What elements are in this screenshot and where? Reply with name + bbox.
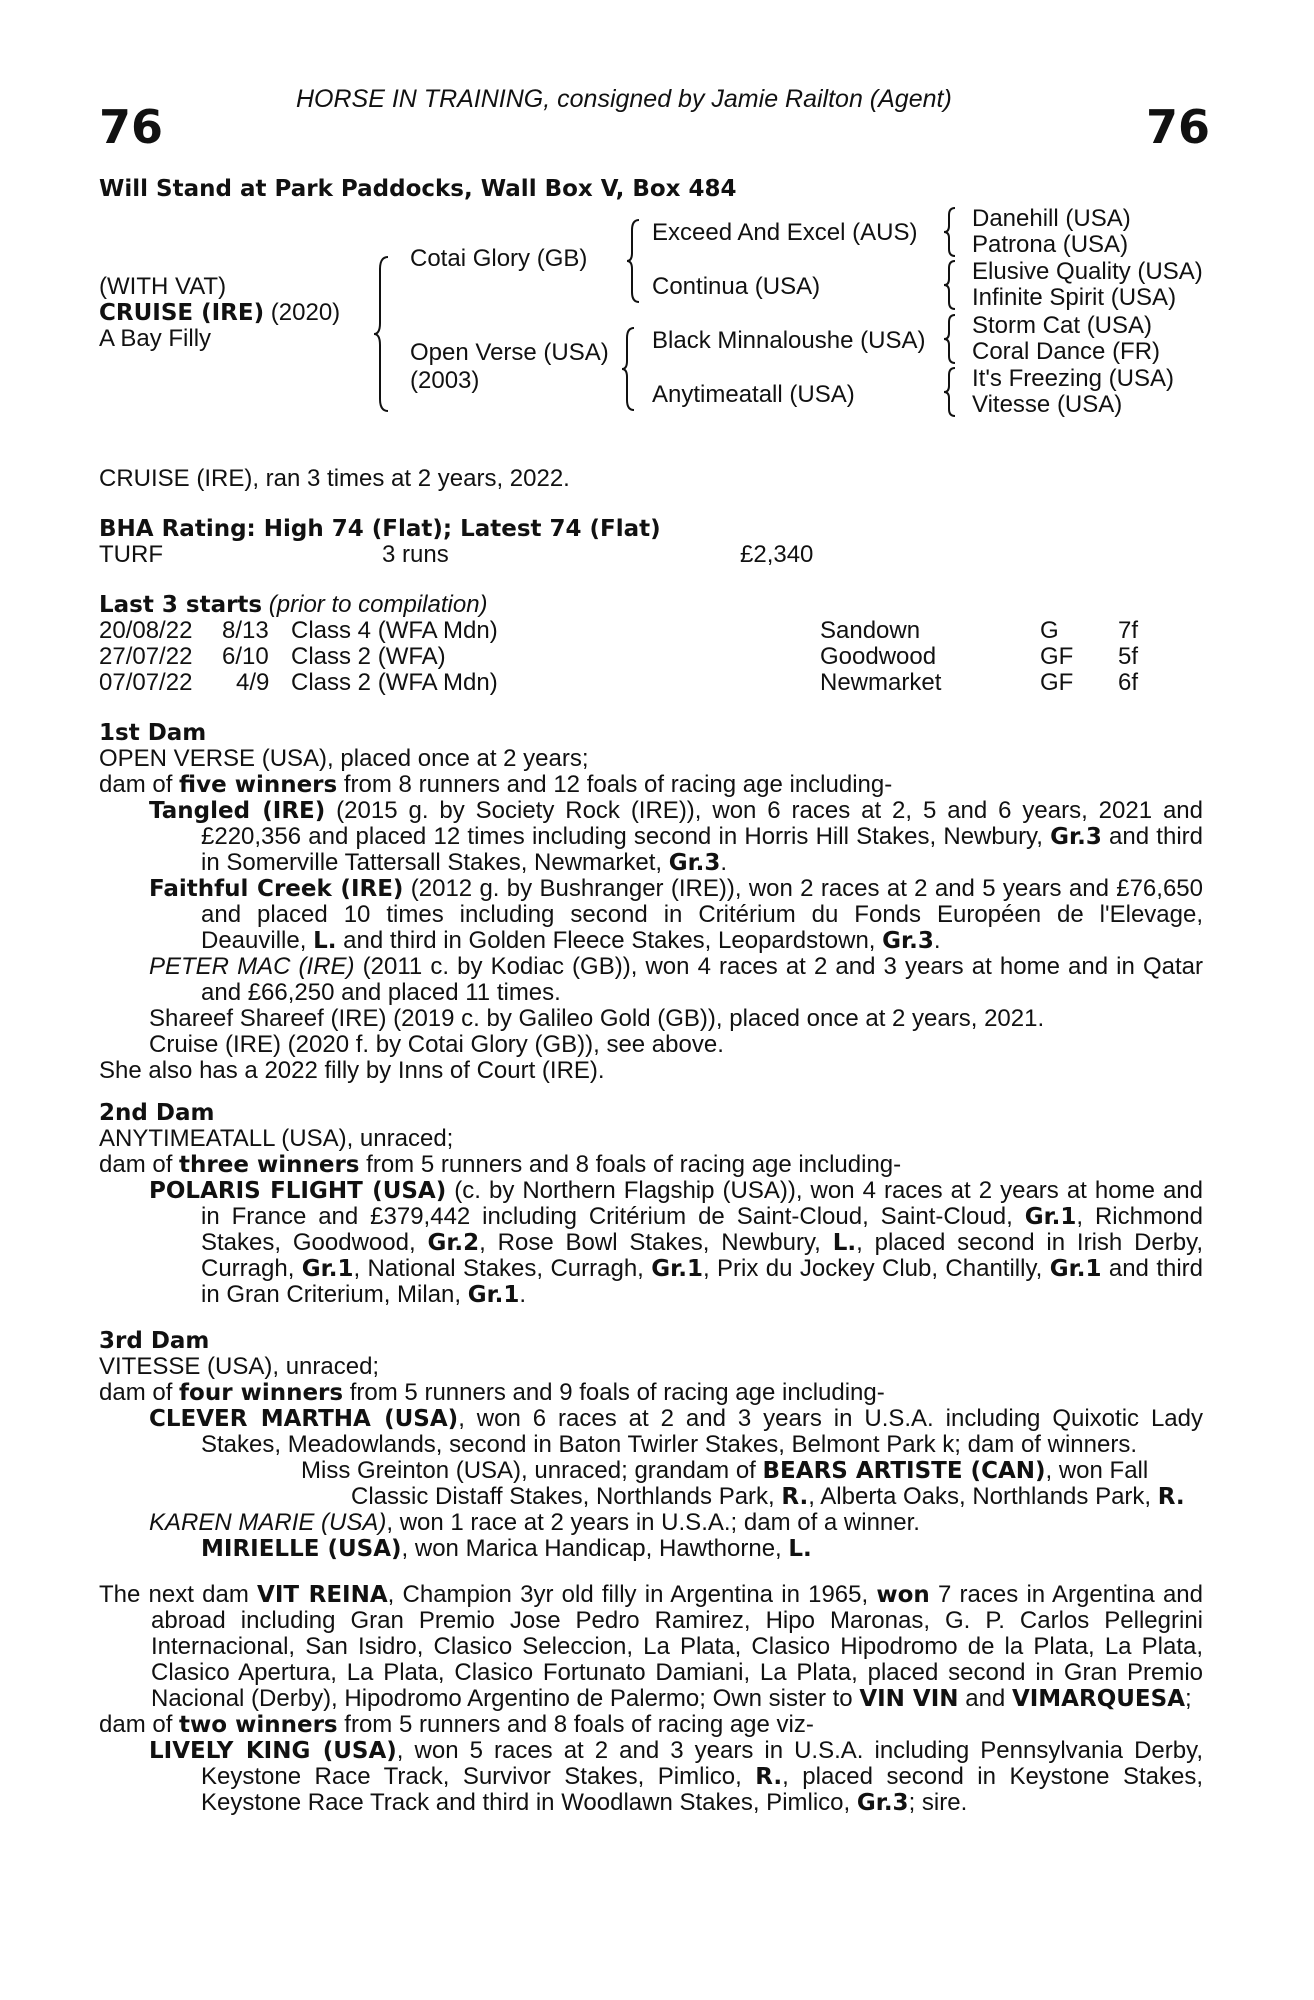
text-run: , won 1 race at 2 years in U.S.A.; dam of a winner. xyxy=(386,1509,920,1536)
text-run: (2011 c. by Kodiac (GB)), won 4 races at 2 and 3 years at home and in Qatar and £66,250 and placed 11 times. xyxy=(201,953,1203,1006)
bha-rating: BHA Rating: High 74 (Flat); Latest 74 (Flat) xyxy=(99,516,661,542)
sire-dam-dam: Infinite Spirit (USA) xyxy=(972,284,1177,311)
produce-record xyxy=(99,1458,1203,1510)
text-run: L. xyxy=(313,928,337,954)
start-going: GF xyxy=(1040,643,1074,670)
text-run: Gr.3 xyxy=(856,1790,909,1816)
brace-ds xyxy=(942,313,960,365)
start-date: 20/08/22 xyxy=(99,617,193,644)
dam-line: OPEN VERSE (USA), placed once at 2 years; xyxy=(99,745,589,772)
produce-line xyxy=(99,1152,1203,1178)
text-run: , Alberta Oaks, Northlands Park, xyxy=(808,1483,1158,1510)
dam-line: VITESSE (USA), unraced; xyxy=(99,1353,380,1380)
horse-name-line xyxy=(99,300,340,326)
text-run: Gr.2 xyxy=(427,1230,480,1256)
dam-sire-sire: Storm Cat (USA) xyxy=(972,312,1153,339)
brace-dam xyxy=(620,326,640,412)
text-run: Tangled (IRE) xyxy=(149,798,326,824)
next-dam-section xyxy=(99,1582,1203,1816)
brace-sd xyxy=(942,259,960,311)
text-run: VIT REINA xyxy=(257,1582,388,1608)
text-run: and third in Golden Fleece Stakes, Leopardstown, xyxy=(336,927,883,954)
text-run: 7 races in Argentina and abroad including Gran Premio Jose Pedro Ramirez, Hipo Maronas, G. P. Carlos Pellegrini Internacional, San Isidro, Clasico Seleccion, La Plata, Clasico Hipodromo de la Plata, La Plata, Clasico Apertura, La Plata, Clasico Fortunato Damiani, La Plata, placed second in Gran Premio Nacional (Derby), Hipodromo Argentino de Palermo; Own sister to xyxy=(151,1581,1203,1712)
consignment-line: HORSE IN TRAINING, consigned by Jamie Railton (Agent) xyxy=(296,85,952,113)
horse-year: (2020) xyxy=(270,299,341,326)
text-run: four winners xyxy=(179,1380,344,1406)
text-run: from 5 runners and 9 foals of racing age including- xyxy=(343,1379,885,1406)
first-dam-section xyxy=(99,720,1203,1084)
text-run: (2012 g. by Bushranger (IRE)), won 2 races at 2 and 5 years and £76,650 and placed 10 times including second in Critérium du Fonds Européen de l'Elevage, Deauville, xyxy=(201,875,1203,954)
text-run: five winners xyxy=(179,772,338,798)
lot-number-left: 76 xyxy=(99,100,164,154)
text-run: Gr.1 xyxy=(301,1256,354,1282)
start-race: Class 2 (WFA) xyxy=(291,643,446,670)
second-dam-section xyxy=(99,1100,1203,1308)
last-starts-title xyxy=(99,592,488,618)
text-run: , won 6 races at 2 and 3 years in U.S.A. including Quixotic Lady Stakes, Meadowlands, second in Baton Twirler Stakes, Belmont Park k; dam of winners. xyxy=(201,1405,1203,1458)
text-run: dam of xyxy=(99,771,180,798)
sire-dam-sire: Elusive Quality (USA) xyxy=(972,258,1203,285)
section-title: 3rd Dam xyxy=(99,1328,210,1354)
vat-note: (WITH VAT) xyxy=(99,273,227,300)
text-run: and third in Somerville Tattersall Stakes, Newmarket, xyxy=(201,823,1203,876)
text-run: L. xyxy=(788,1536,812,1562)
text-run: , won 5 races at 2 and 3 years in U.S.A. including Pennsylvania Derby, Keystone Race Track, Survivor Stakes, Pimlico, xyxy=(201,1737,1203,1790)
text-run: MIRIELLE (USA) xyxy=(201,1536,402,1562)
text-run: , Champion 3yr old filly in Argentina in 1965, xyxy=(387,1581,877,1608)
last-starts-note: (prior to compilation) xyxy=(268,591,488,618)
text-run: VIMARQUESA xyxy=(1011,1686,1185,1712)
produce-record xyxy=(99,1178,1203,1308)
start-going: GF xyxy=(1040,669,1074,696)
text-run: , National Stakes, Curragh, xyxy=(353,1255,652,1282)
text-run: , Rose Bowl Stakes, Newbury, xyxy=(479,1229,833,1256)
produce-record xyxy=(99,1406,1203,1458)
text-run: and xyxy=(958,1685,1012,1712)
produce-record xyxy=(99,954,1203,1006)
start-distance: 6f xyxy=(1118,669,1139,696)
text-run: from 8 runners and 12 foals of racing age including- xyxy=(337,771,893,798)
text-run: . xyxy=(519,1281,527,1308)
text-run: KAREN MARIE (USA) xyxy=(149,1509,387,1536)
start-distance: 7f xyxy=(1118,617,1139,644)
text-run: Gr.1 xyxy=(651,1256,703,1282)
start-going: G xyxy=(1040,617,1059,644)
produce-record xyxy=(99,798,1203,876)
text-run: (c. by Northern Flagship (USA)), won 4 races at 2 years at home and in France and £379,442 including Critérium de Saint-Cloud, Saint-Cloud, xyxy=(201,1177,1203,1230)
stabling-line: Will Stand at Park Paddocks, Wall Box V, Box 484 xyxy=(99,176,737,202)
text-run: Gr.3 xyxy=(1050,824,1102,850)
start-position: 6/10 xyxy=(222,643,269,670)
horse-description: A Bay Filly xyxy=(99,325,212,352)
dam-dam-dam: Vitesse (USA) xyxy=(972,391,1123,418)
text-run: . xyxy=(933,927,941,954)
text-run: from 5 runners and 8 foals of racing age including- xyxy=(359,1151,902,1178)
text-run: (2015 g. by Society Rock (IRE)), won 6 races at 2, 5 and 6 years, 2021 and £220,356 and placed 12 times including second in Horris Hill Stakes, Newbury, xyxy=(201,797,1203,850)
text-run: Gr.1 xyxy=(1024,1204,1077,1230)
text-run: R. xyxy=(1157,1484,1185,1510)
dam-dam-sire: It's Freezing (USA) xyxy=(972,365,1174,392)
brace-dd xyxy=(942,366,960,418)
brace-sire xyxy=(625,218,645,304)
text-run: , Prix du Jockey Club, Chantilly, xyxy=(702,1255,1050,1282)
text-run: . xyxy=(720,849,728,876)
text-run: three winners xyxy=(179,1152,360,1178)
produce-line xyxy=(99,1380,1203,1406)
start-course: Sandown xyxy=(820,617,921,644)
last-starts-label: Last 3 starts xyxy=(99,592,263,618)
text-run: POLARIS FLIGHT (USA) xyxy=(149,1178,447,1204)
text-run: R. xyxy=(755,1764,783,1790)
runs: 3 runs xyxy=(382,541,449,568)
start-course: Goodwood xyxy=(820,643,937,670)
dam-line: ANYTIMEATALL (USA), unraced; xyxy=(99,1125,454,1152)
dam-dam: Anytimeatall (USA) xyxy=(652,381,855,408)
produce-note: She also has a 2022 filly by Inns of Court (IRE). xyxy=(99,1057,605,1084)
lot-number-right: 76 xyxy=(1146,100,1211,154)
start-date: 07/07/22 xyxy=(99,669,193,696)
dam-sire-dam: Coral Dance (FR) xyxy=(972,338,1161,365)
sire-sire: Exceed And Excel (AUS) xyxy=(652,219,918,246)
text-run: , placed second in Irish Derby, Curragh, xyxy=(201,1229,1203,1282)
text-run: Gr.3 xyxy=(668,850,721,876)
produce-record xyxy=(99,876,1203,954)
text-run: dam of xyxy=(99,1711,180,1738)
text-run: PETER MAC (IRE) xyxy=(149,953,355,980)
text-run: VIN VIN xyxy=(859,1686,959,1712)
start-course: Newmarket xyxy=(820,669,942,696)
section-title: 1st Dam xyxy=(99,720,207,746)
text-run: Miss Greinton (USA), unraced; grandam of xyxy=(301,1457,763,1484)
start-distance: 5f xyxy=(1118,643,1139,670)
sire-sire-sire: Danehill (USA) xyxy=(972,205,1131,232)
text-run: R. xyxy=(781,1484,809,1510)
race-summary: CRUISE (IRE), ran 3 times at 2 years, 2022. xyxy=(99,465,570,492)
produce-record xyxy=(99,1510,1203,1536)
produce-line xyxy=(99,1712,1203,1738)
start-race: Class 2 (WFA Mdn) xyxy=(291,669,498,696)
text-run: Gr.1 xyxy=(1049,1256,1102,1282)
text-run: CLEVER MARTHA (USA) xyxy=(149,1406,459,1432)
text-run: dam of xyxy=(99,1151,180,1178)
text-run: Faithful Creek (IRE) xyxy=(149,876,404,902)
text-run: from 5 runners and 8 foals of racing age viz- xyxy=(337,1711,814,1738)
text-run: LIVELY KING (USA) xyxy=(149,1738,397,1764)
dam: Open Verse (USA) xyxy=(410,339,609,366)
brace-ss xyxy=(942,206,960,258)
text-run: , placed second in Keystone Stakes, Keystone Race Track and third in Woodlawn Stakes, Pimlico, xyxy=(201,1763,1204,1816)
dam-sire: Black Minnaloushe (USA) xyxy=(652,327,926,354)
brace-horse xyxy=(372,255,394,413)
produce-record: Shareef Shareef (IRE) (2019 c. by Galileo Gold (GB)), placed once at 2 years, 2021. xyxy=(149,1005,1045,1032)
text-run: L. xyxy=(832,1230,857,1256)
third-dam-section xyxy=(99,1328,1203,1562)
produce-record: Cruise (IRE) (2020 f. by Cotai Glory (GB)), see above. xyxy=(149,1031,724,1058)
text-run: dam of xyxy=(99,1379,180,1406)
sire-sire-dam: Patrona (USA) xyxy=(972,231,1129,258)
sire: Cotai Glory (GB) xyxy=(410,245,588,272)
produce-record xyxy=(99,1738,1203,1816)
start-date: 27/07/22 xyxy=(99,643,193,670)
text-run: , won Marica Handicap, Hawthorne, xyxy=(401,1535,789,1562)
text-run: won xyxy=(876,1582,930,1608)
text-run: Gr.1 xyxy=(467,1282,520,1308)
text-run: and third in Gran Criterium, Milan, xyxy=(201,1255,1204,1308)
text-run: BEARS ARTISTE (CAN) xyxy=(762,1458,1046,1484)
surface: TURF xyxy=(99,541,163,568)
text-run: , Richmond Stakes, Goodwood, xyxy=(201,1203,1204,1256)
horse-name: CRUISE (IRE) xyxy=(99,300,265,326)
produce-record xyxy=(99,1536,1203,1562)
next-dam-record xyxy=(99,1582,1203,1712)
text-run: The next dam xyxy=(99,1581,258,1608)
produce-line xyxy=(99,772,1203,798)
text-run: Gr.3 xyxy=(882,928,934,954)
text-run: ; xyxy=(1185,1685,1192,1712)
earnings: £2,340 xyxy=(740,541,814,568)
text-run: , won Fall Classic Distaff Stakes, Northlands Park, xyxy=(351,1457,1149,1510)
start-position: 4/9 xyxy=(236,669,270,696)
start-position: 8/13 xyxy=(222,617,269,644)
text-run: two winners xyxy=(179,1712,338,1738)
section-title: 2nd Dam xyxy=(99,1100,215,1126)
start-race: Class 4 (WFA Mdn) xyxy=(291,617,498,644)
text-run: ; sire. xyxy=(908,1789,968,1816)
sire-dam: Continua (USA) xyxy=(652,273,821,300)
dam-year: (2003) xyxy=(410,367,480,394)
